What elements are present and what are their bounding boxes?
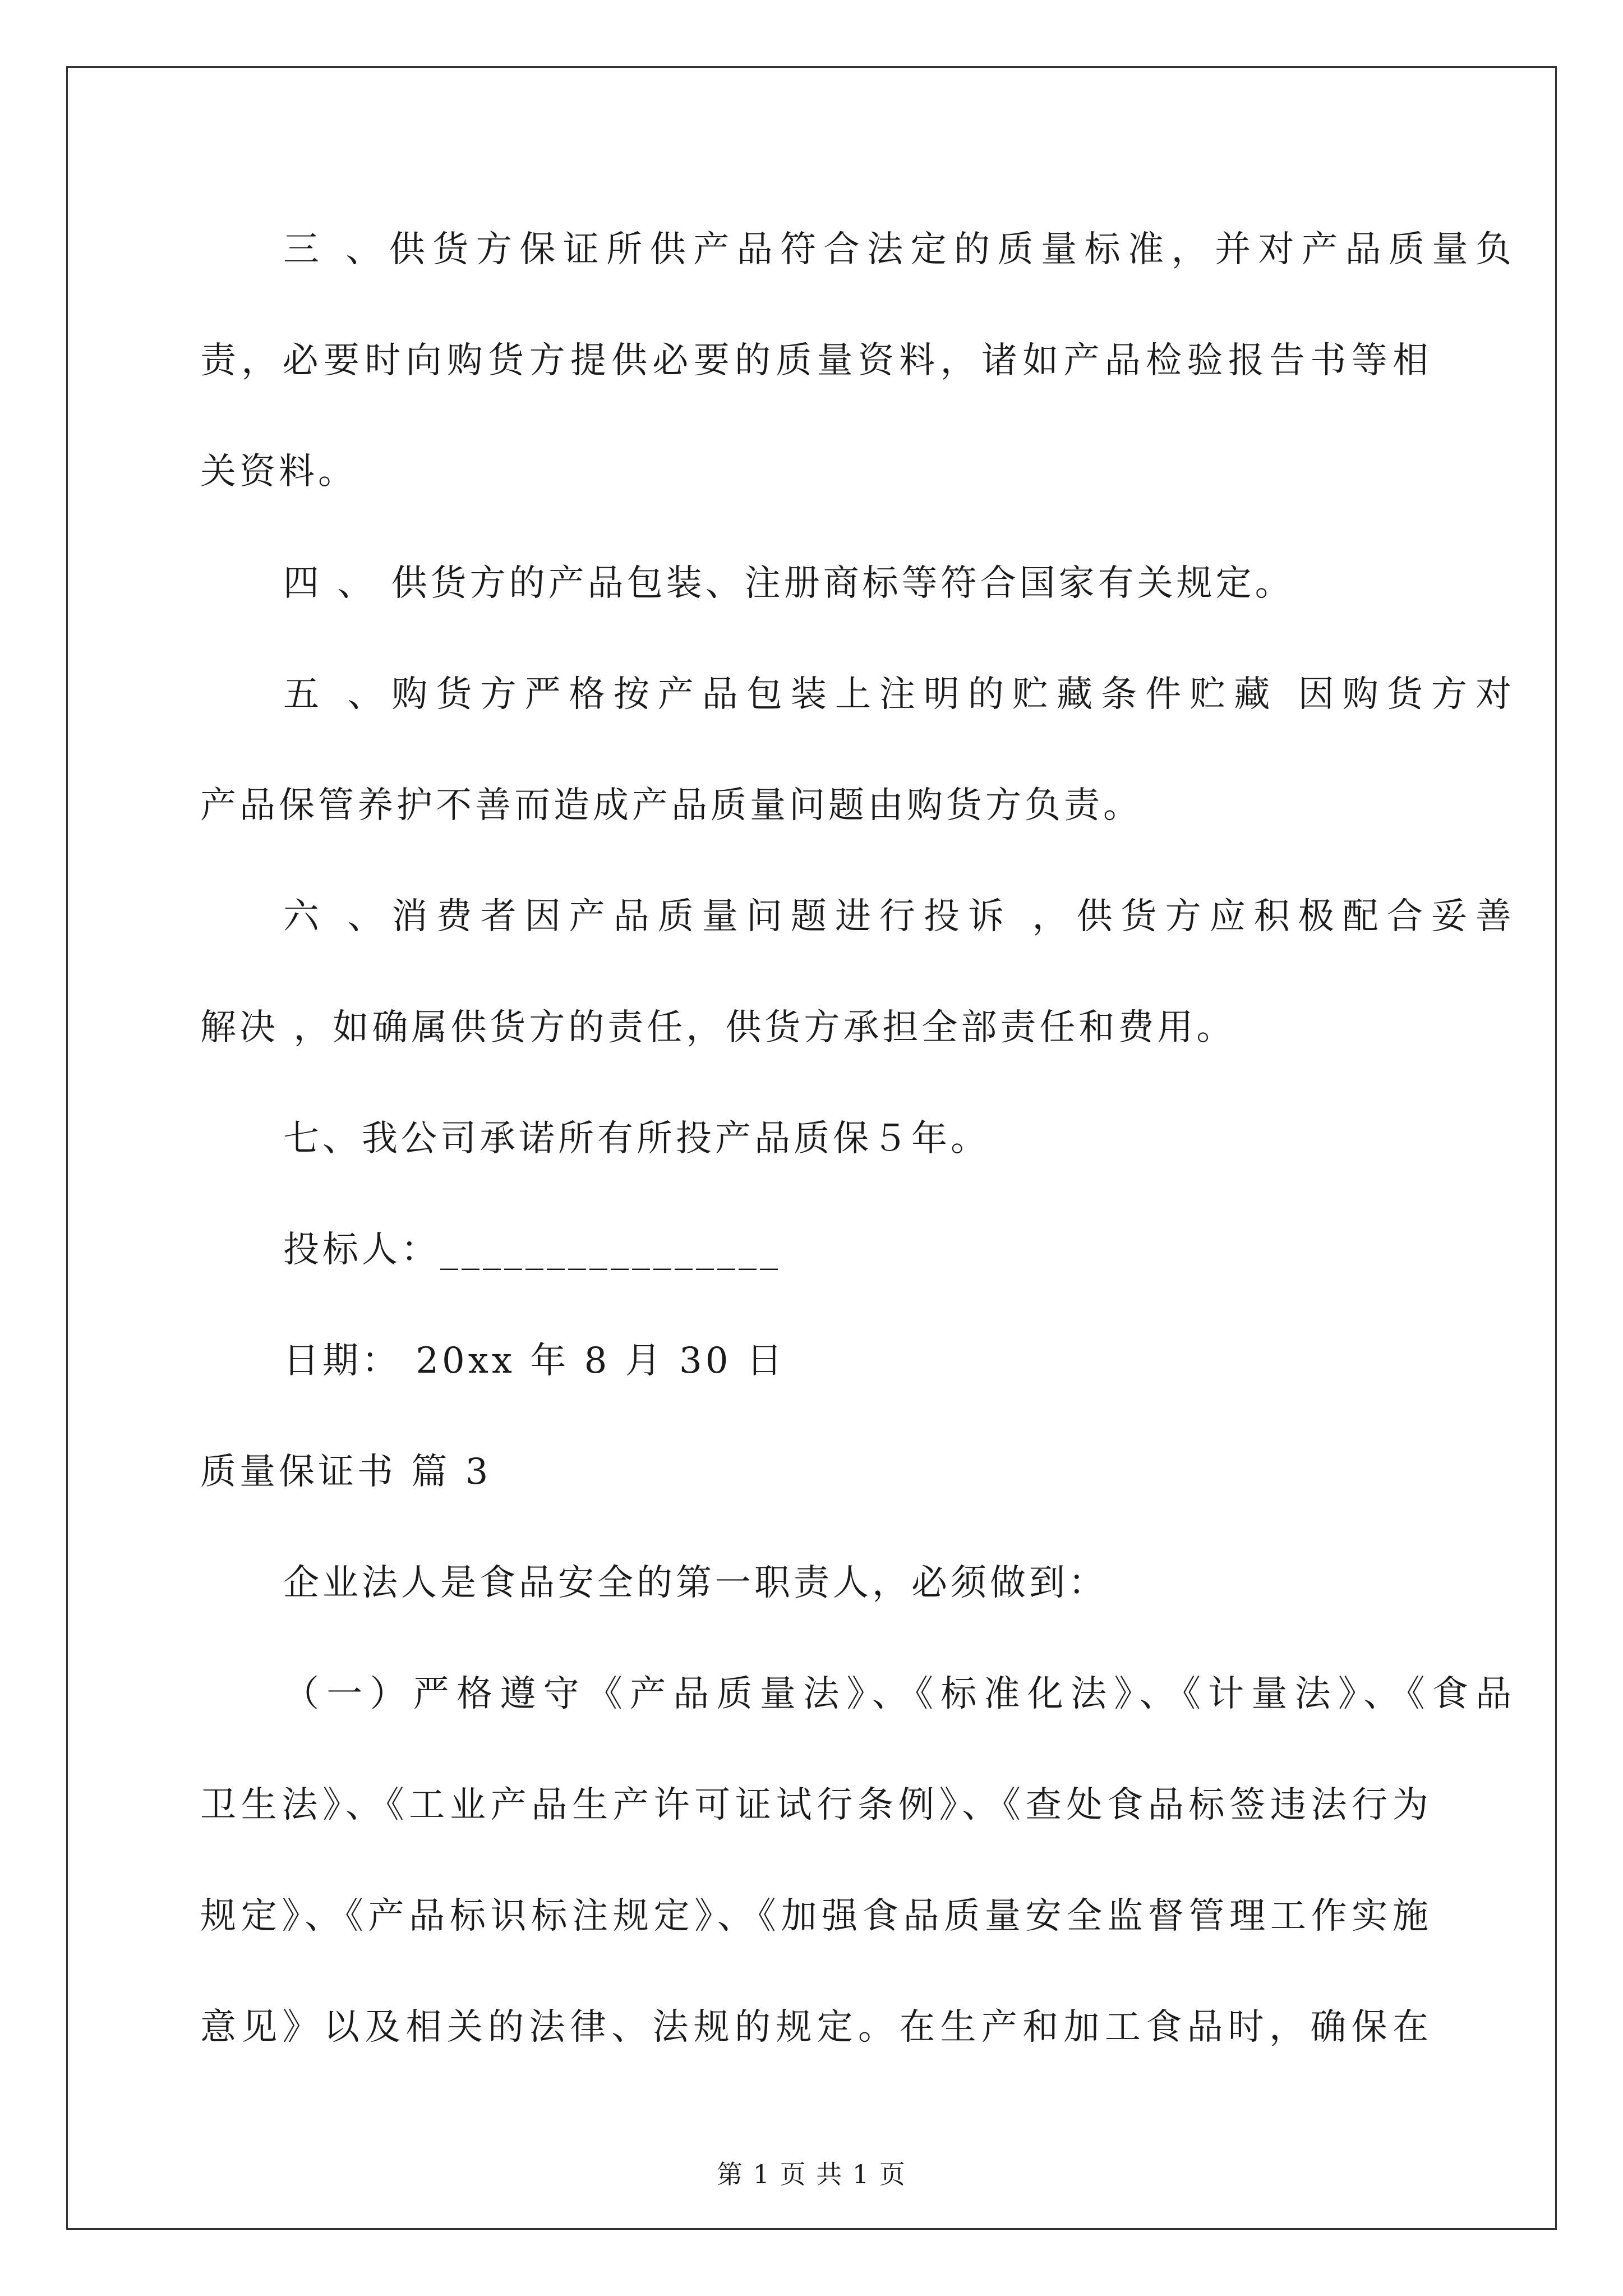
bidder-signature-line: 投标人：________________	[283, 1229, 781, 1271]
page-number-footer: 第 1 页 共 1 页	[717, 2159, 906, 2189]
paragraph-3-line-3: 关资料。	[200, 451, 357, 493]
paragraph-6-line-2: 解决 ，如确属供货方的责任，供货方承担全部责任和费用。	[200, 1007, 1236, 1048]
date-line: 日期： 20xx 年 8 月 30 日	[283, 1340, 786, 1382]
clause-1-line-3: 规定》、《产品标识标注规定》、《加强食品质量安全监督管理工作实施	[200, 1895, 1428, 1937]
section-heading: 质量保证书 篇 3	[200, 1451, 492, 1493]
paragraph-5-line-1: 五 、购货方严格按产品包装上注明的贮藏条件贮藏 因购货方对	[283, 674, 1511, 715]
clause-1-line-1: （一）严格遵守《产品质量法》、《标准化法》、《计量法》、《食品	[283, 1673, 1511, 1715]
paragraph-3-line-1: 三 、供货方保证所供产品符合法定的质量标准，并对产品质量负	[283, 229, 1511, 270]
paragraph-7: 七、我公司承诺所有所投产品质保５年。	[283, 1118, 990, 1159]
paragraph-6-line-1: 六 、消费者因产品质量问题进行投诉 ，供货方应积极配合妥善	[283, 896, 1511, 937]
clause-1-line-2: 卫生法》、《工业产品生产许可证试行条例》、《查处食品标签违法行为	[200, 1784, 1428, 1826]
paragraph-3-line-2: 责，必要时向购货方提供必要的质量资料，诸如产品检验报告书等相	[200, 340, 1428, 381]
clause-1-line-4: 意见》以及相关的法律、法规的规定。在生产和加工食品时，确保在	[200, 2007, 1428, 2048]
intro-paragraph: 企业法人是食品安全的第一职责人，必须做到：	[283, 1562, 1108, 1604]
paragraph-5-line-2: 产品保管养护不善而造成产品质量问题由购货方负责。	[200, 785, 1142, 826]
paragraph-4: 四 、 供货方的产品包装、注册商标等符合国家有关规定。	[283, 563, 1294, 604]
